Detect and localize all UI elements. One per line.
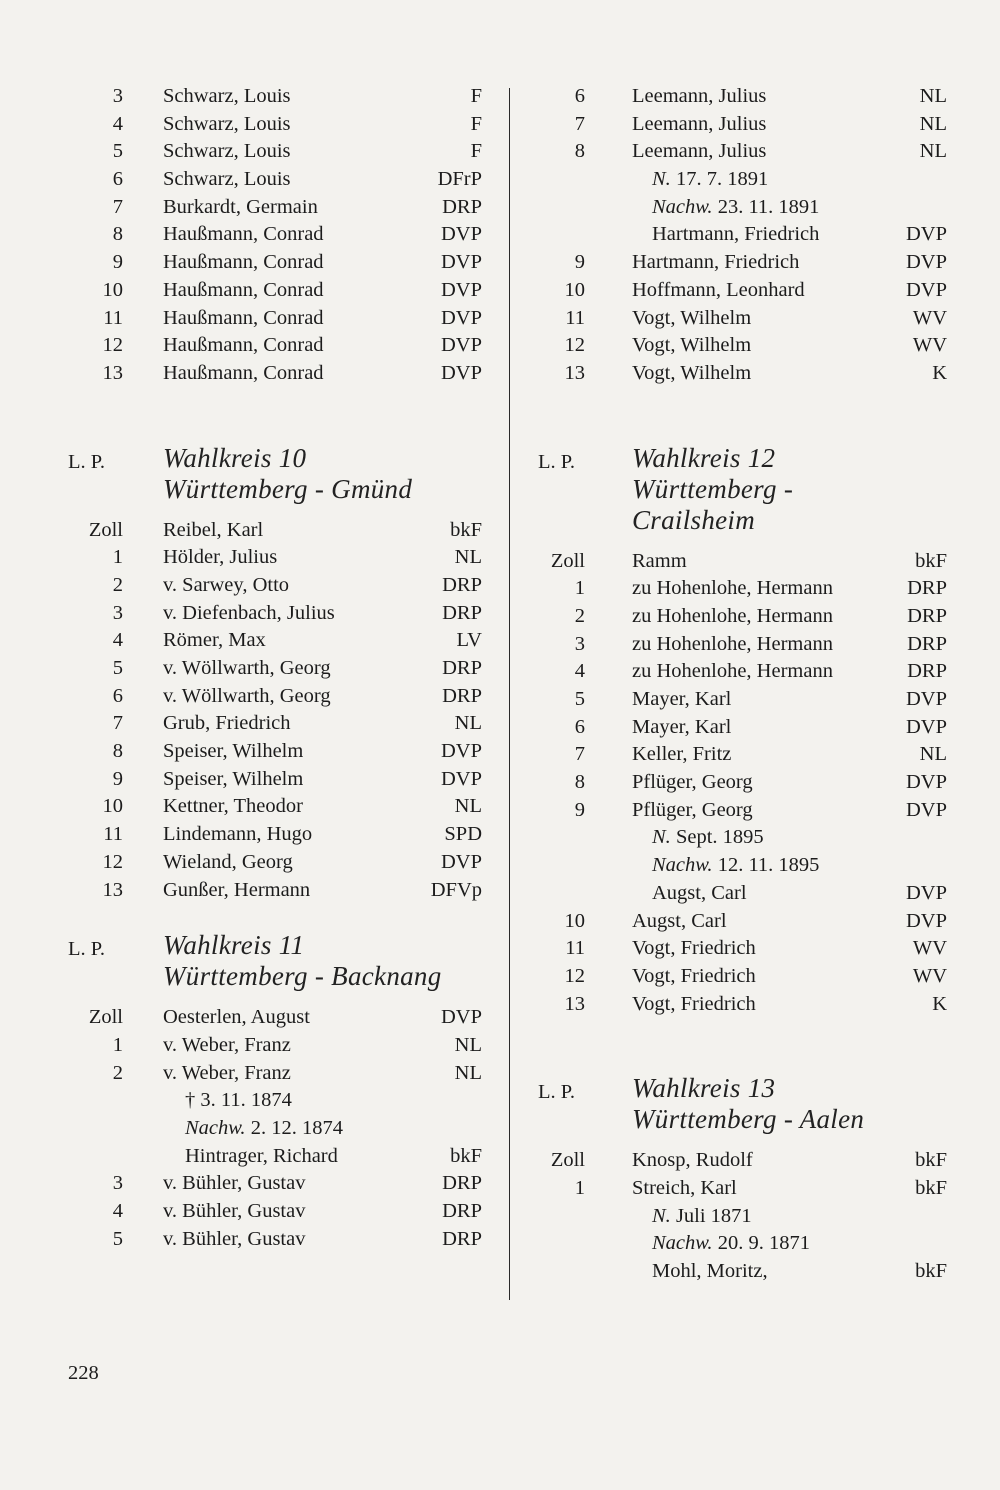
party: NL (454, 795, 482, 818)
by-election-date (652, 852, 819, 880)
row-number: 2 (112, 1061, 123, 1084)
member-name: Lindemann, Hugo (163, 823, 313, 846)
table-row (527, 1147, 952, 1175)
member-name: Knosp, Rudolf (632, 1149, 753, 1172)
row-number: Zoll (550, 1149, 585, 1172)
member-name: Schwarz, Louis (163, 112, 291, 135)
table-row (527, 305, 952, 333)
row-number: 7 (574, 112, 585, 135)
left-column (60, 83, 490, 1253)
member-name: v. Weber, Franz (163, 1061, 291, 1084)
member-name: Vogt, Friedrich (632, 992, 756, 1015)
row-number: 2 (112, 573, 123, 596)
party: NL (454, 1061, 482, 1084)
district-subtitle: Württemberg - (632, 473, 794, 504)
member-name: Leemann, Julius (632, 85, 767, 107)
table-row (527, 991, 952, 1019)
table-row (527, 631, 952, 659)
row-number: 3 (112, 1172, 123, 1195)
district-subtitle: Württemberg - Backnang (163, 961, 442, 992)
table-row (60, 83, 490, 111)
row-number: 8 (574, 140, 585, 163)
party: NL (919, 743, 947, 766)
member-name: Speiser, Wilhelm (163, 740, 304, 763)
party: DVP (440, 850, 482, 873)
row-number: 10 (102, 795, 123, 818)
table-row (60, 710, 490, 738)
member-name: Speiser, Wilhelm (163, 767, 304, 790)
row-number: 1 (574, 1176, 585, 1199)
party: WV (912, 306, 947, 329)
member-name: Gunßer, Hermann (163, 878, 311, 901)
n-date: Juli 1871 (675, 1204, 752, 1227)
lp-label: L. P. (68, 450, 106, 473)
party: SPD (444, 823, 482, 846)
member-name: zu Hohenlohe, Hermann (632, 577, 833, 600)
member-name: Pflüger, Georg (632, 798, 753, 821)
row-number: 5 (112, 657, 123, 679)
party: NL (919, 85, 947, 107)
member-name: Oesterlen, August (163, 1006, 310, 1029)
nachw-label: Nachw. (185, 1116, 246, 1139)
table-row (60, 1198, 490, 1226)
row-number: 4 (574, 660, 585, 683)
table-row (60, 877, 490, 905)
party: DFVp (430, 878, 482, 901)
n-label: N. (652, 168, 671, 191)
member-name: Hintrager, Richard (185, 1144, 338, 1167)
member-name: Mohl, Moritz, (652, 1260, 768, 1282)
table-row (527, 714, 952, 742)
member-name: Haußmann, Conrad (163, 278, 324, 301)
party: DRP (907, 660, 947, 683)
district-title: Wahlkreis 10 (163, 442, 307, 473)
party: DVP (440, 361, 482, 384)
row-number: 11 (565, 937, 585, 960)
table-row (527, 880, 952, 908)
party: DVP (905, 278, 947, 301)
district-heading-13 (527, 1073, 952, 1147)
party: DVP (440, 334, 482, 357)
party: DVP (905, 715, 947, 738)
table-row (527, 221, 952, 249)
row-number: 11 (103, 823, 123, 846)
party: DRP (907, 604, 947, 627)
member-name: Keller, Fritz (632, 743, 732, 766)
row-number: Zoll (550, 549, 585, 572)
row-number: 5 (112, 140, 123, 163)
vacancy-note (527, 824, 952, 852)
member-name: Pflüger, Georg (632, 771, 753, 794)
table-row (60, 600, 490, 628)
party: DRP (442, 573, 482, 596)
table-row (527, 1258, 952, 1286)
table-row (527, 332, 952, 360)
district-title: Wahlkreis 13 (632, 1073, 776, 1104)
table-row (60, 627, 490, 655)
row-number: 12 (102, 850, 123, 873)
district-subtitle: Württemberg - Aalen (632, 1104, 865, 1135)
by-election-note (527, 194, 952, 222)
row-number: 7 (574, 743, 585, 766)
table-row (60, 1032, 490, 1060)
party: NL (919, 112, 947, 135)
by-election-note (60, 1115, 490, 1143)
party: DRP (442, 657, 482, 679)
party: DVP (440, 740, 482, 763)
table-row (527, 741, 952, 769)
member-name: Burkardt, Germain (163, 195, 318, 218)
row-number: 8 (112, 740, 123, 763)
party: DRP (442, 1227, 482, 1250)
vacancy-date (652, 166, 768, 194)
member-name: Haußmann, Conrad (163, 306, 324, 329)
table-row (60, 738, 490, 766)
party: F (470, 112, 482, 135)
row-number: Zoll (88, 1006, 123, 1029)
n-date: 17. 7. 1891 (675, 168, 769, 191)
page-number: 228 (68, 1362, 99, 1384)
table-row (60, 249, 490, 277)
party: WV (912, 964, 947, 987)
member-name: v. Wöllwarth, Georg (163, 684, 331, 707)
right-column (527, 83, 952, 1286)
row-number: 1 (574, 577, 585, 600)
table-row (527, 769, 952, 797)
table-row (527, 1175, 952, 1203)
member-name: Vogt, Wilhelm (632, 361, 752, 384)
nachw-date: 20. 9. 1871 (717, 1232, 810, 1255)
member-name: Haußmann, Conrad (163, 334, 324, 357)
member-name: Schwarz, Louis (163, 168, 291, 191)
member-name: Haußmann, Conrad (163, 223, 324, 246)
member-name: v. Bühler, Gustav (163, 1227, 306, 1250)
member-name: Hoffmann, Leonhard (632, 278, 805, 301)
row-number: Zoll (88, 518, 123, 541)
district-title: Wahlkreis 11 (163, 930, 305, 961)
party: K (932, 361, 947, 384)
death-date: † 3. 11. 1874 (185, 1089, 292, 1112)
party: DRP (442, 195, 482, 218)
by-election-date (185, 1115, 343, 1143)
district-heading-12 (527, 443, 952, 548)
party: NL (919, 140, 947, 163)
district-subtitle: Württemberg - Gmünd (163, 473, 413, 504)
table-row (60, 111, 490, 139)
row-number: 3 (112, 85, 123, 107)
nachw-label: Nachw. (652, 1232, 713, 1255)
party: bkF (450, 518, 482, 541)
table-row (527, 575, 952, 603)
party: LV (456, 629, 482, 652)
party: DRP (907, 577, 947, 600)
party: bkF (915, 549, 947, 572)
table-row (60, 221, 490, 249)
table-row (60, 194, 490, 222)
member-name: Vogt, Friedrich (632, 937, 756, 960)
row-number: 10 (564, 909, 585, 932)
by-election-date (652, 194, 819, 222)
member-name: Augst, Carl (652, 881, 747, 904)
member-name: zu Hohenlohe, Hermann (632, 604, 833, 627)
table-row (60, 305, 490, 333)
member-name: Streich, Karl (632, 1176, 737, 1199)
table-row (527, 111, 952, 139)
table-row (60, 332, 490, 360)
member-name: v. Wöllwarth, Georg (163, 657, 331, 679)
table-row (60, 1170, 490, 1198)
member-name: Vogt, Friedrich (632, 964, 756, 987)
member-name: Vogt, Wilhelm (632, 306, 752, 329)
by-election-note (527, 1230, 952, 1258)
district-heading-10 (60, 443, 490, 517)
party: DFrP (437, 168, 482, 191)
member-name: Hartmann, Friedrich (632, 251, 800, 274)
table-row (60, 1060, 490, 1088)
row-number: 4 (112, 629, 123, 652)
member-name: Grub, Friedrich (163, 712, 291, 735)
row-number: 5 (574, 688, 585, 710)
table-row (527, 908, 952, 936)
table-row (60, 1004, 490, 1032)
member-name: Schwarz, Louis (163, 85, 291, 107)
row-number: 6 (574, 85, 585, 107)
party: DVP (440, 251, 482, 274)
row-number: 12 (564, 964, 585, 987)
n-label: N. (652, 1204, 671, 1227)
row-number: 10 (564, 278, 585, 301)
table-row (527, 277, 952, 305)
row-number: 13 (102, 878, 123, 901)
district-subtitle-2: Crailsheim (632, 504, 756, 535)
party: DVP (905, 771, 947, 794)
row-number: 4 (112, 1200, 123, 1222)
member-name: v. Bühler, Gustav (163, 1172, 306, 1195)
district-title: Wahlkreis 12 (632, 442, 776, 473)
vacancy-note (527, 166, 952, 194)
nachw-date: 2. 12. 1874 (250, 1116, 343, 1139)
nachw-label: Nachw. (652, 195, 713, 218)
row-number: 5 (112, 1227, 123, 1250)
table-row (527, 83, 952, 111)
party: WV (912, 334, 947, 357)
party: DVP (905, 251, 947, 274)
party: DRP (442, 1200, 482, 1222)
member-name: v. Weber, Franz (163, 1033, 291, 1056)
n-label: N. (652, 826, 671, 849)
row-number: 9 (112, 767, 123, 790)
member-name: Wieland, Georg (163, 850, 293, 873)
column-divider (509, 88, 510, 1300)
row-number: 3 (112, 601, 123, 624)
row-number: 12 (102, 334, 123, 357)
party: WV (912, 937, 947, 960)
member-name: v. Bühler, Gustav (163, 1200, 306, 1222)
nachw-label: Nachw. (652, 854, 713, 877)
row-number: 3 (574, 632, 585, 655)
table-row (527, 603, 952, 631)
vacancy-note (527, 1203, 952, 1231)
district-heading-11 (60, 930, 490, 1004)
party: DRP (442, 684, 482, 707)
row-number: 9 (574, 798, 585, 821)
table-row (527, 360, 952, 388)
table-row (527, 138, 952, 166)
row-number: 8 (574, 771, 585, 794)
table-row (527, 797, 952, 825)
row-number: 13 (564, 992, 585, 1015)
row-number: 8 (112, 223, 123, 246)
party: DVP (905, 881, 947, 904)
row-number: 6 (112, 684, 123, 707)
party: NL (454, 1033, 482, 1056)
party: DRP (442, 601, 482, 624)
member-name: Römer, Max (163, 629, 266, 652)
member-name: Augst, Carl (632, 909, 727, 932)
n-date: Sept. 1895 (675, 826, 764, 849)
table-row (60, 1143, 490, 1171)
row-number: 4 (112, 112, 123, 135)
by-election-note (527, 852, 952, 880)
member-name: Reibel, Karl (163, 518, 264, 541)
member-name: v. Sarwey, Otto (163, 573, 290, 596)
table-row (60, 793, 490, 821)
party: DVP (440, 278, 482, 301)
party: F (470, 85, 482, 107)
row-number: 9 (112, 251, 123, 274)
table-row (527, 935, 952, 963)
row-number: 11 (103, 306, 123, 329)
member-name: zu Hohenlohe, Hermann (632, 632, 833, 655)
lp-label: L. P. (538, 1081, 576, 1104)
party: DVP (440, 223, 482, 246)
table-row (527, 548, 952, 576)
lp-label: L. P. (68, 938, 106, 961)
party: NL (454, 712, 482, 735)
row-number: 13 (102, 361, 123, 384)
member-name: Vogt, Wilhelm (632, 334, 752, 357)
vacancy-date (652, 1203, 752, 1231)
party: F (470, 140, 482, 163)
party: bkF (915, 1260, 947, 1282)
party: DVP (440, 306, 482, 329)
vacancy-date (652, 824, 764, 852)
lp-label: L. P. (538, 450, 576, 473)
table-row (60, 572, 490, 600)
table-row (60, 360, 490, 388)
table-row (527, 686, 952, 714)
by-election-date (652, 1230, 810, 1258)
party: DVP (440, 1006, 482, 1029)
table-row (60, 849, 490, 877)
row-number: 10 (102, 278, 123, 301)
party: DVP (905, 909, 947, 932)
table-row (60, 766, 490, 794)
party: DVP (905, 223, 947, 246)
member-name: Haußmann, Conrad (163, 251, 324, 274)
table-row (60, 544, 490, 572)
member-name: zu Hohenlohe, Hermann (632, 660, 833, 683)
row-number: 7 (112, 712, 123, 735)
table-row (60, 138, 490, 166)
row-number: 12 (564, 334, 585, 357)
table-row (60, 683, 490, 711)
party: K (932, 992, 947, 1015)
row-number: 1 (112, 546, 123, 569)
row-number: 7 (112, 195, 123, 218)
table-row (60, 277, 490, 305)
row-number: 6 (574, 715, 585, 738)
nachw-date: 12. 11. 1895 (717, 854, 820, 877)
member-name: Mayer, Karl (632, 688, 732, 710)
row-number: 11 (565, 306, 585, 329)
row-number: 2 (574, 604, 585, 627)
member-name: v. Diefenbach, Julius (163, 601, 335, 624)
member-name: Leemann, Julius (632, 140, 767, 163)
table-row (527, 249, 952, 277)
row-number: 13 (564, 361, 585, 384)
table-row (60, 1226, 490, 1254)
party: DVP (905, 688, 947, 710)
party: DRP (442, 1172, 482, 1195)
table-row (60, 517, 490, 545)
party: DVP (440, 767, 482, 790)
table-row (60, 166, 490, 194)
party: DRP (907, 632, 947, 655)
table-row (60, 655, 490, 683)
party: bkF (915, 1149, 947, 1172)
party: DVP (905, 798, 947, 821)
member-name: Hartmann, Friedrich (652, 223, 820, 246)
death-note (60, 1087, 490, 1115)
member-name: Schwarz, Louis (163, 140, 291, 163)
table-row (527, 963, 952, 991)
member-name: Leemann, Julius (632, 112, 767, 135)
party: bkF (915, 1176, 947, 1199)
member-name: Mayer, Karl (632, 715, 732, 738)
member-name: Kettner, Theodor (163, 795, 303, 818)
row-number: 9 (574, 251, 585, 274)
row-number: 6 (112, 168, 123, 191)
table-row (527, 658, 952, 686)
member-name: Ramm (632, 549, 687, 572)
row-number: 1 (112, 1033, 123, 1056)
nachw-date: 23. 11. 1891 (717, 195, 820, 218)
party: bkF (450, 1144, 482, 1167)
party: NL (454, 546, 482, 569)
table-row (60, 821, 490, 849)
member-name: Hölder, Julius (163, 546, 278, 569)
member-name: Haußmann, Conrad (163, 361, 324, 384)
